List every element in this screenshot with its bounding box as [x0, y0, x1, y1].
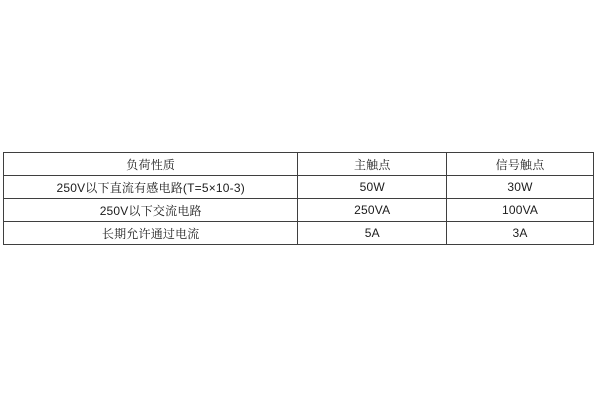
table-row — [4, 222, 594, 245]
header-main-contact: 主触点 — [298, 153, 447, 176]
table-row — [4, 176, 594, 199]
cell-load-long-term-current: 长期允许通过电流 — [4, 222, 298, 245]
table-row — [4, 199, 594, 222]
header-signal-contact: 信号触点 — [447, 153, 594, 176]
cell-signal-current-value: 3A — [447, 222, 594, 245]
cell-main-current-value: 5A — [298, 222, 447, 245]
contact-load-spec-table — [3, 152, 594, 245]
header-load-nature: 负荷性质 — [4, 153, 298, 176]
cell-load-dc-circuit: 250V以下直流有感电路(T=5×10-3) — [4, 176, 298, 199]
cell-signal-dc-value: 30W — [447, 176, 594, 199]
table-header-row — [4, 153, 594, 176]
cell-signal-ac-value: 100VA — [447, 199, 594, 222]
cell-main-ac-value: 250VA — [298, 199, 447, 222]
cell-main-dc-value: 50W — [298, 176, 447, 199]
cell-load-ac-circuit: 250V以下交流电路 — [4, 199, 298, 222]
